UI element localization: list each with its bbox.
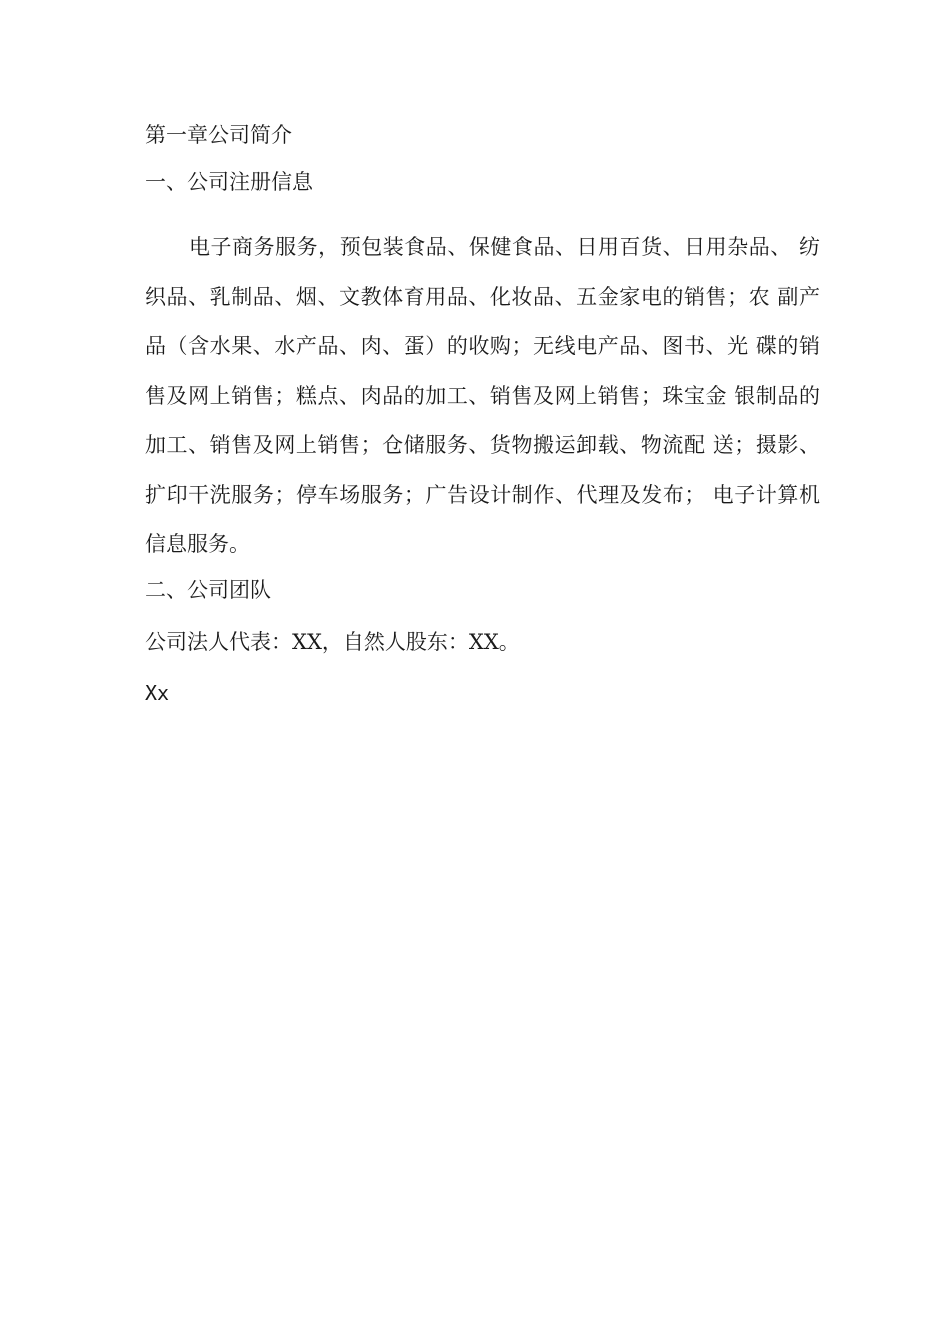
paragraph-line: 售及网上销售；糕点、肉品的加工、销售及网上销售；珠宝金 银制品的 [145,383,820,408]
paragraph-line: 电子商务服务，预包装食品、保健食品、日用百货、日用杂品、 纺 [189,235,820,259]
registration-paragraph [145,223,820,570]
section-heading-registration: 一、公司注册信息 [145,170,313,194]
section-heading-team: 二、公司团队 [145,578,271,602]
representatives-text: 公司法人代表：XX，自然人股东：XX。 [145,630,520,654]
paragraph-line: 织品、乳制品、烟、文教体育用品、化妆品、五金家电的销售；农 副产 [145,284,820,309]
paragraph-line: 加工、销售及网上销售；仓储服务、货物搬运卸载、物流配 送；摄影、 [145,433,820,457]
paragraph-line: 品（含水果、水产品、肉、蛋）的收购；无线电产品、图书、光 碟的销 [145,334,820,358]
chapter-title: 第一章公司简介 [145,123,292,147]
paragraph-line: 信息服务。 [145,532,250,556]
note-text: Xx [145,681,170,705]
paragraph-line: 扩印干洗服务；停车场服务；广告设计制作、代理及发布； 电子计算机 [145,482,820,507]
